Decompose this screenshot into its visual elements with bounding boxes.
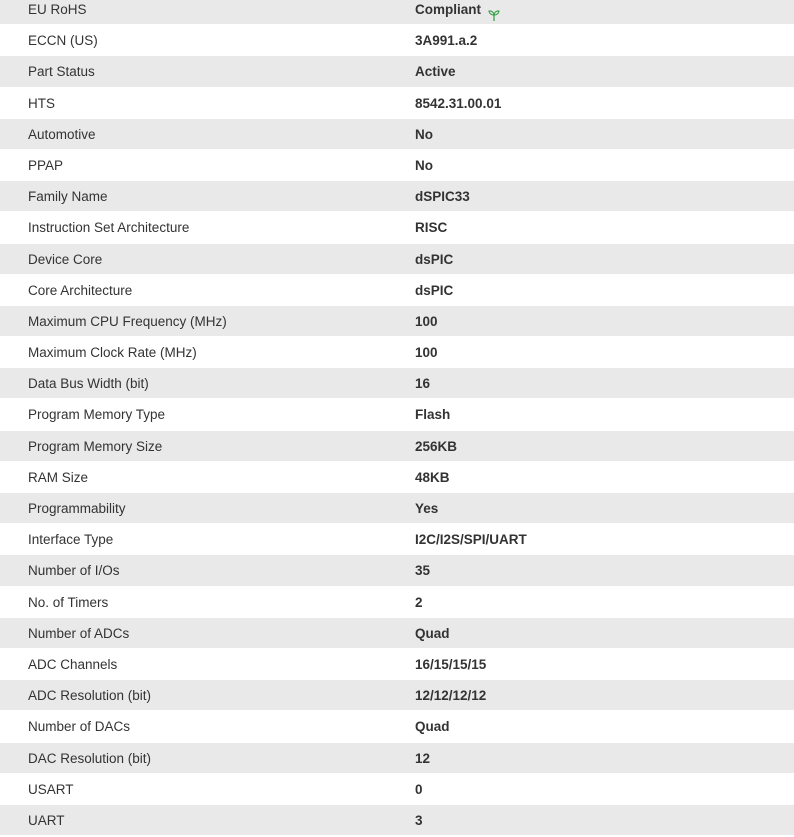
spec-value-text: Active — [415, 64, 456, 80]
spec-value-text: RISC — [415, 220, 448, 236]
spec-value — [415, 587, 423, 618]
spec-row — [0, 88, 794, 119]
spec-value — [415, 25, 477, 56]
spec-label: No. of Timers — [28, 594, 109, 610]
spec-value-text: dsPIC — [415, 251, 454, 267]
spec-value-text: 100 — [415, 313, 438, 329]
spec-label: Automotive — [28, 126, 96, 142]
spec-label: ADC Channels — [28, 656, 118, 672]
spec-label: Number of DACs — [28, 719, 131, 735]
spec-value-text: dsPIC — [415, 282, 454, 298]
spec-row — [0, 337, 794, 368]
spec-label: PPAP — [28, 157, 64, 173]
spec-value-text: Yes — [415, 501, 439, 516]
spec-row — [0, 774, 794, 805]
spec-row — [0, 244, 794, 275]
spec-row — [0, 805, 794, 836]
spec-row — [0, 524, 794, 555]
spec-value-text: No — [415, 126, 433, 142]
spec-value-text: 2 — [415, 594, 423, 610]
spec-label: USART — [28, 781, 74, 797]
spec-value — [415, 711, 450, 742]
spec-value — [415, 337, 438, 368]
spec-value — [415, 680, 486, 711]
leaf-icon — [487, 2, 501, 16]
spec-label: Number of I/Os — [28, 563, 120, 579]
spec-value — [415, 774, 423, 805]
spec-label: ADC Resolution (bit) — [28, 688, 152, 704]
spec-row — [0, 212, 794, 243]
spec-value — [415, 493, 438, 524]
spec-value-text: 100 — [415, 345, 438, 361]
spec-value-text: Compliant — [415, 2, 481, 17]
spec-label: Programmability — [28, 501, 126, 516]
spec-value-text: 8542.31.00.01 — [415, 95, 502, 111]
spec-value — [415, 88, 501, 119]
spec-label: Device Core — [28, 251, 103, 267]
spec-value-text: 48KB — [415, 469, 450, 485]
spec-value — [415, 181, 470, 212]
spec-label: Maximum CPU Frequency (MHz) — [28, 313, 227, 329]
spec-row — [0, 0, 794, 25]
spec-label: DAC Resolution (bit) — [28, 750, 152, 766]
spec-value-text: 3 — [415, 812, 423, 828]
spec-value — [415, 244, 453, 275]
spec-row — [0, 25, 794, 56]
spec-value — [415, 524, 527, 555]
spec-row — [0, 306, 794, 337]
spec-value — [415, 431, 457, 462]
spec-value — [415, 56, 456, 87]
spec-row — [0, 181, 794, 212]
spec-label: Program Memory Type — [28, 407, 166, 423]
spec-label: ECCN (US) — [28, 33, 98, 49]
spec-value — [415, 399, 450, 430]
spec-row — [0, 56, 794, 87]
spec-value — [415, 212, 447, 243]
spec-value-text: Quad — [415, 719, 450, 735]
spec-value — [415, 368, 430, 399]
spec-value — [415, 618, 450, 649]
spec-label: Maximum Clock Rate (MHz) — [28, 345, 197, 361]
spec-label: UART — [28, 812, 65, 828]
spec-row — [0, 399, 794, 430]
spec-value-text: 35 — [415, 563, 431, 579]
spec-value — [415, 805, 423, 836]
spec-label: Instruction Set Architecture — [28, 220, 190, 236]
spec-row — [0, 680, 794, 711]
spec-value-text: 256KB — [415, 438, 458, 454]
spec-label: EU RoHS — [28, 2, 87, 17]
spec-value-text: 3A991.a.2 — [415, 33, 478, 49]
spec-value — [415, 462, 450, 493]
spec-value-text: Quad — [415, 625, 450, 641]
spec-row — [0, 649, 794, 680]
spec-row — [0, 493, 794, 524]
spec-label: Part Status — [28, 64, 95, 80]
spec-label: Number of ADCs — [28, 625, 130, 641]
spec-row — [0, 368, 794, 399]
spec-value-text: 16/15/15/15 — [415, 656, 487, 672]
spec-value — [415, 555, 430, 586]
spec-label: HTS — [28, 95, 55, 111]
spec-value — [415, 306, 438, 337]
spec-label: RAM Size — [28, 469, 89, 485]
spec-value-text: 0 — [415, 781, 423, 797]
spec-row — [0, 150, 794, 181]
spec-value-text: 16 — [415, 376, 431, 392]
spec-label: Interface Type — [28, 532, 114, 548]
spec-row — [0, 431, 794, 462]
spec-value-text: Flash — [415, 407, 451, 423]
spec-row — [0, 555, 794, 586]
spec-value-text: 12 — [415, 750, 431, 766]
spec-row — [0, 711, 794, 742]
spec-row — [0, 119, 794, 150]
spec-value — [415, 0, 501, 25]
spec-label: Program Memory Size — [28, 438, 163, 454]
spec-value — [415, 150, 433, 181]
spec-value — [415, 743, 430, 774]
spec-label: Data Bus Width (bit) — [28, 376, 149, 392]
spec-value-text: 12/12/12/12 — [415, 688, 487, 704]
spec-label: Family Name — [28, 189, 108, 205]
spec-value — [415, 275, 453, 306]
spec-value-text: dSPIC33 — [415, 189, 470, 205]
spec-value-text: I2C/I2S/SPI/UART — [415, 532, 527, 548]
spec-value — [415, 119, 433, 150]
spec-row — [0, 743, 794, 774]
spec-label: Core Architecture — [28, 282, 133, 298]
spec-row — [0, 462, 794, 493]
spec-row — [0, 618, 794, 649]
spec-row — [0, 275, 794, 306]
spec-value-text: No — [415, 157, 433, 173]
spec-row — [0, 587, 794, 618]
spec-value — [415, 649, 486, 680]
